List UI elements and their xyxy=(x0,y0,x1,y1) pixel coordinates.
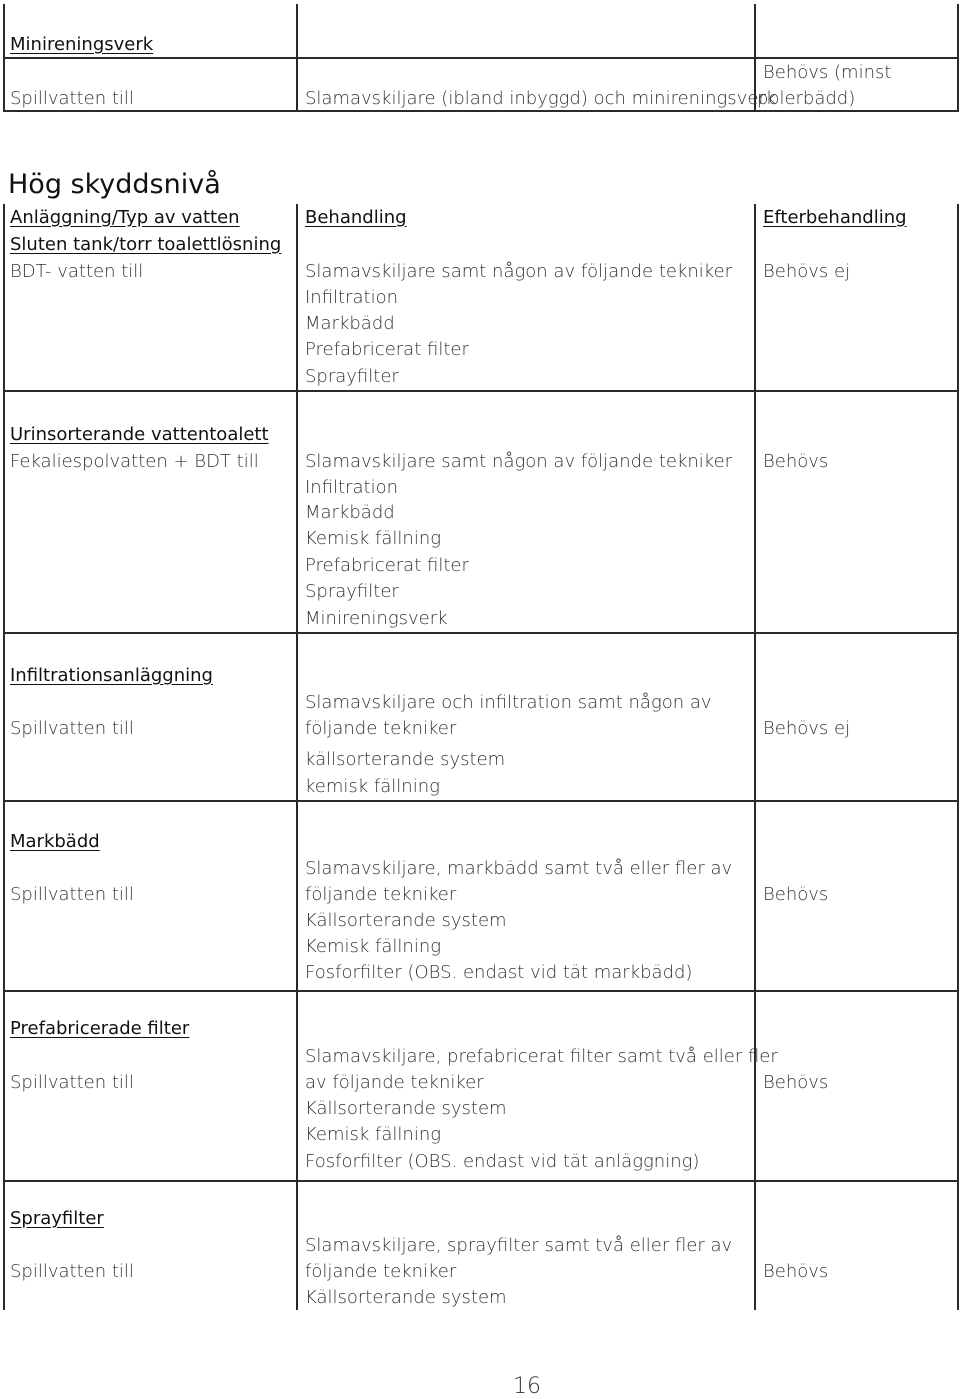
table-border xyxy=(3,632,959,634)
treatment-item: Prefabricerat filter xyxy=(305,339,469,360)
table-border xyxy=(754,204,756,1310)
treatment-item: Markbädd xyxy=(305,313,395,334)
row-title: Sprayfilter xyxy=(10,1208,104,1229)
treatment-item: Infiltration xyxy=(305,287,399,308)
page-number: 16 xyxy=(513,1374,541,1399)
treatment-item: Slamavskiljare samt någon av följande tekniker xyxy=(305,451,733,472)
treatment-item: följande tekniker xyxy=(305,718,457,739)
treatment-item: Slamavskiljare, prefabricerat filter samt två eller fler xyxy=(305,1046,778,1067)
treatment-item: kemisk fällning xyxy=(305,776,440,797)
water-type: Spillvatten till xyxy=(10,1072,134,1093)
post-treatment: Behövs xyxy=(763,884,829,905)
section-title: Minireningsverk xyxy=(10,34,154,55)
table-border xyxy=(957,204,959,1310)
treatment-item: Kemisk fällning xyxy=(305,1124,442,1145)
post-treatment: Behövs xyxy=(763,1072,829,1093)
column-header: Anläggning/Typ av vatten xyxy=(10,207,240,228)
water-type: Spillvatten till xyxy=(10,88,134,109)
treatment-item: Fosforfilter (OBS. endast vid tät anläggning) xyxy=(305,1151,700,1172)
row-title: Infiltrationsanläggning xyxy=(10,665,213,686)
row-title: Markbädd xyxy=(10,831,100,852)
treatment-item: Sprayfilter xyxy=(305,366,399,387)
treatment-item: Sprayfilter xyxy=(305,581,399,602)
table-border xyxy=(3,390,959,392)
treatment-item: följande tekniker xyxy=(305,884,457,905)
treatment-item: Minireningsverk xyxy=(305,608,448,629)
row-title: Prefabricerade filter xyxy=(10,1018,190,1039)
table-border xyxy=(3,1180,959,1182)
page-heading: Hög skyddsnivå xyxy=(8,169,221,200)
treatment-item: Fosforfilter (OBS. endast vid tät markbädd) xyxy=(305,962,693,983)
row-title: Sluten tank/torr toalettlösning xyxy=(10,234,282,255)
water-type: Spillvatten till xyxy=(10,884,134,905)
water-type: Fekaliespolvatten + BDT till xyxy=(10,451,259,472)
column-header: Efterbehandling xyxy=(763,207,907,228)
treatment-text: Slamavskiljare (ibland inbyggd) och minireningsverk xyxy=(305,88,777,109)
post-treatment: Behövs ej xyxy=(763,261,851,282)
column-header: Behandling xyxy=(305,207,407,228)
post-treatment: polerbädd) xyxy=(757,88,856,109)
post-treatment: Behövs (minst xyxy=(763,62,892,83)
treatment-item: av följande tekniker xyxy=(305,1072,484,1093)
table-border xyxy=(3,990,959,992)
treatment-item: källsorterande system xyxy=(305,749,506,770)
treatment-item: Kemisk fällning xyxy=(305,936,442,957)
treatment-item: Källsorterande system xyxy=(305,910,507,931)
row-title: Urinsorterande vattentoalett xyxy=(10,424,269,445)
post-treatment: Behövs xyxy=(763,1261,829,1282)
treatment-item: Infiltration xyxy=(305,477,399,498)
treatment-item: Slamavskiljare, markbädd samt två eller fler av xyxy=(305,858,733,879)
table-border xyxy=(296,204,298,1310)
treatment-item: följande tekniker xyxy=(305,1261,457,1282)
table-border xyxy=(3,204,5,1310)
treatment-item: Prefabricerat filter xyxy=(305,555,469,576)
water-type: Spillvatten till xyxy=(10,1261,134,1282)
treatment-item: Källsorterande system xyxy=(305,1098,507,1119)
water-type: Spillvatten till xyxy=(10,718,134,739)
treatment-item: Markbädd xyxy=(305,502,395,523)
post-treatment: Behövs xyxy=(763,451,829,472)
water-type: BDT- vatten till xyxy=(10,261,144,282)
table-border xyxy=(3,800,959,802)
treatment-item: Källsorterande system xyxy=(305,1287,507,1308)
treatment-item: Slamavskiljare och infiltration samt någon av xyxy=(305,692,712,713)
treatment-item: Slamavskiljare, sprayfilter samt två eller fler av xyxy=(305,1235,733,1256)
treatment-item: Kemisk fällning xyxy=(305,528,442,549)
treatment-item: Slamavskiljare samt någon av följande tekniker xyxy=(305,261,733,282)
post-treatment: Behövs ej xyxy=(763,718,851,739)
